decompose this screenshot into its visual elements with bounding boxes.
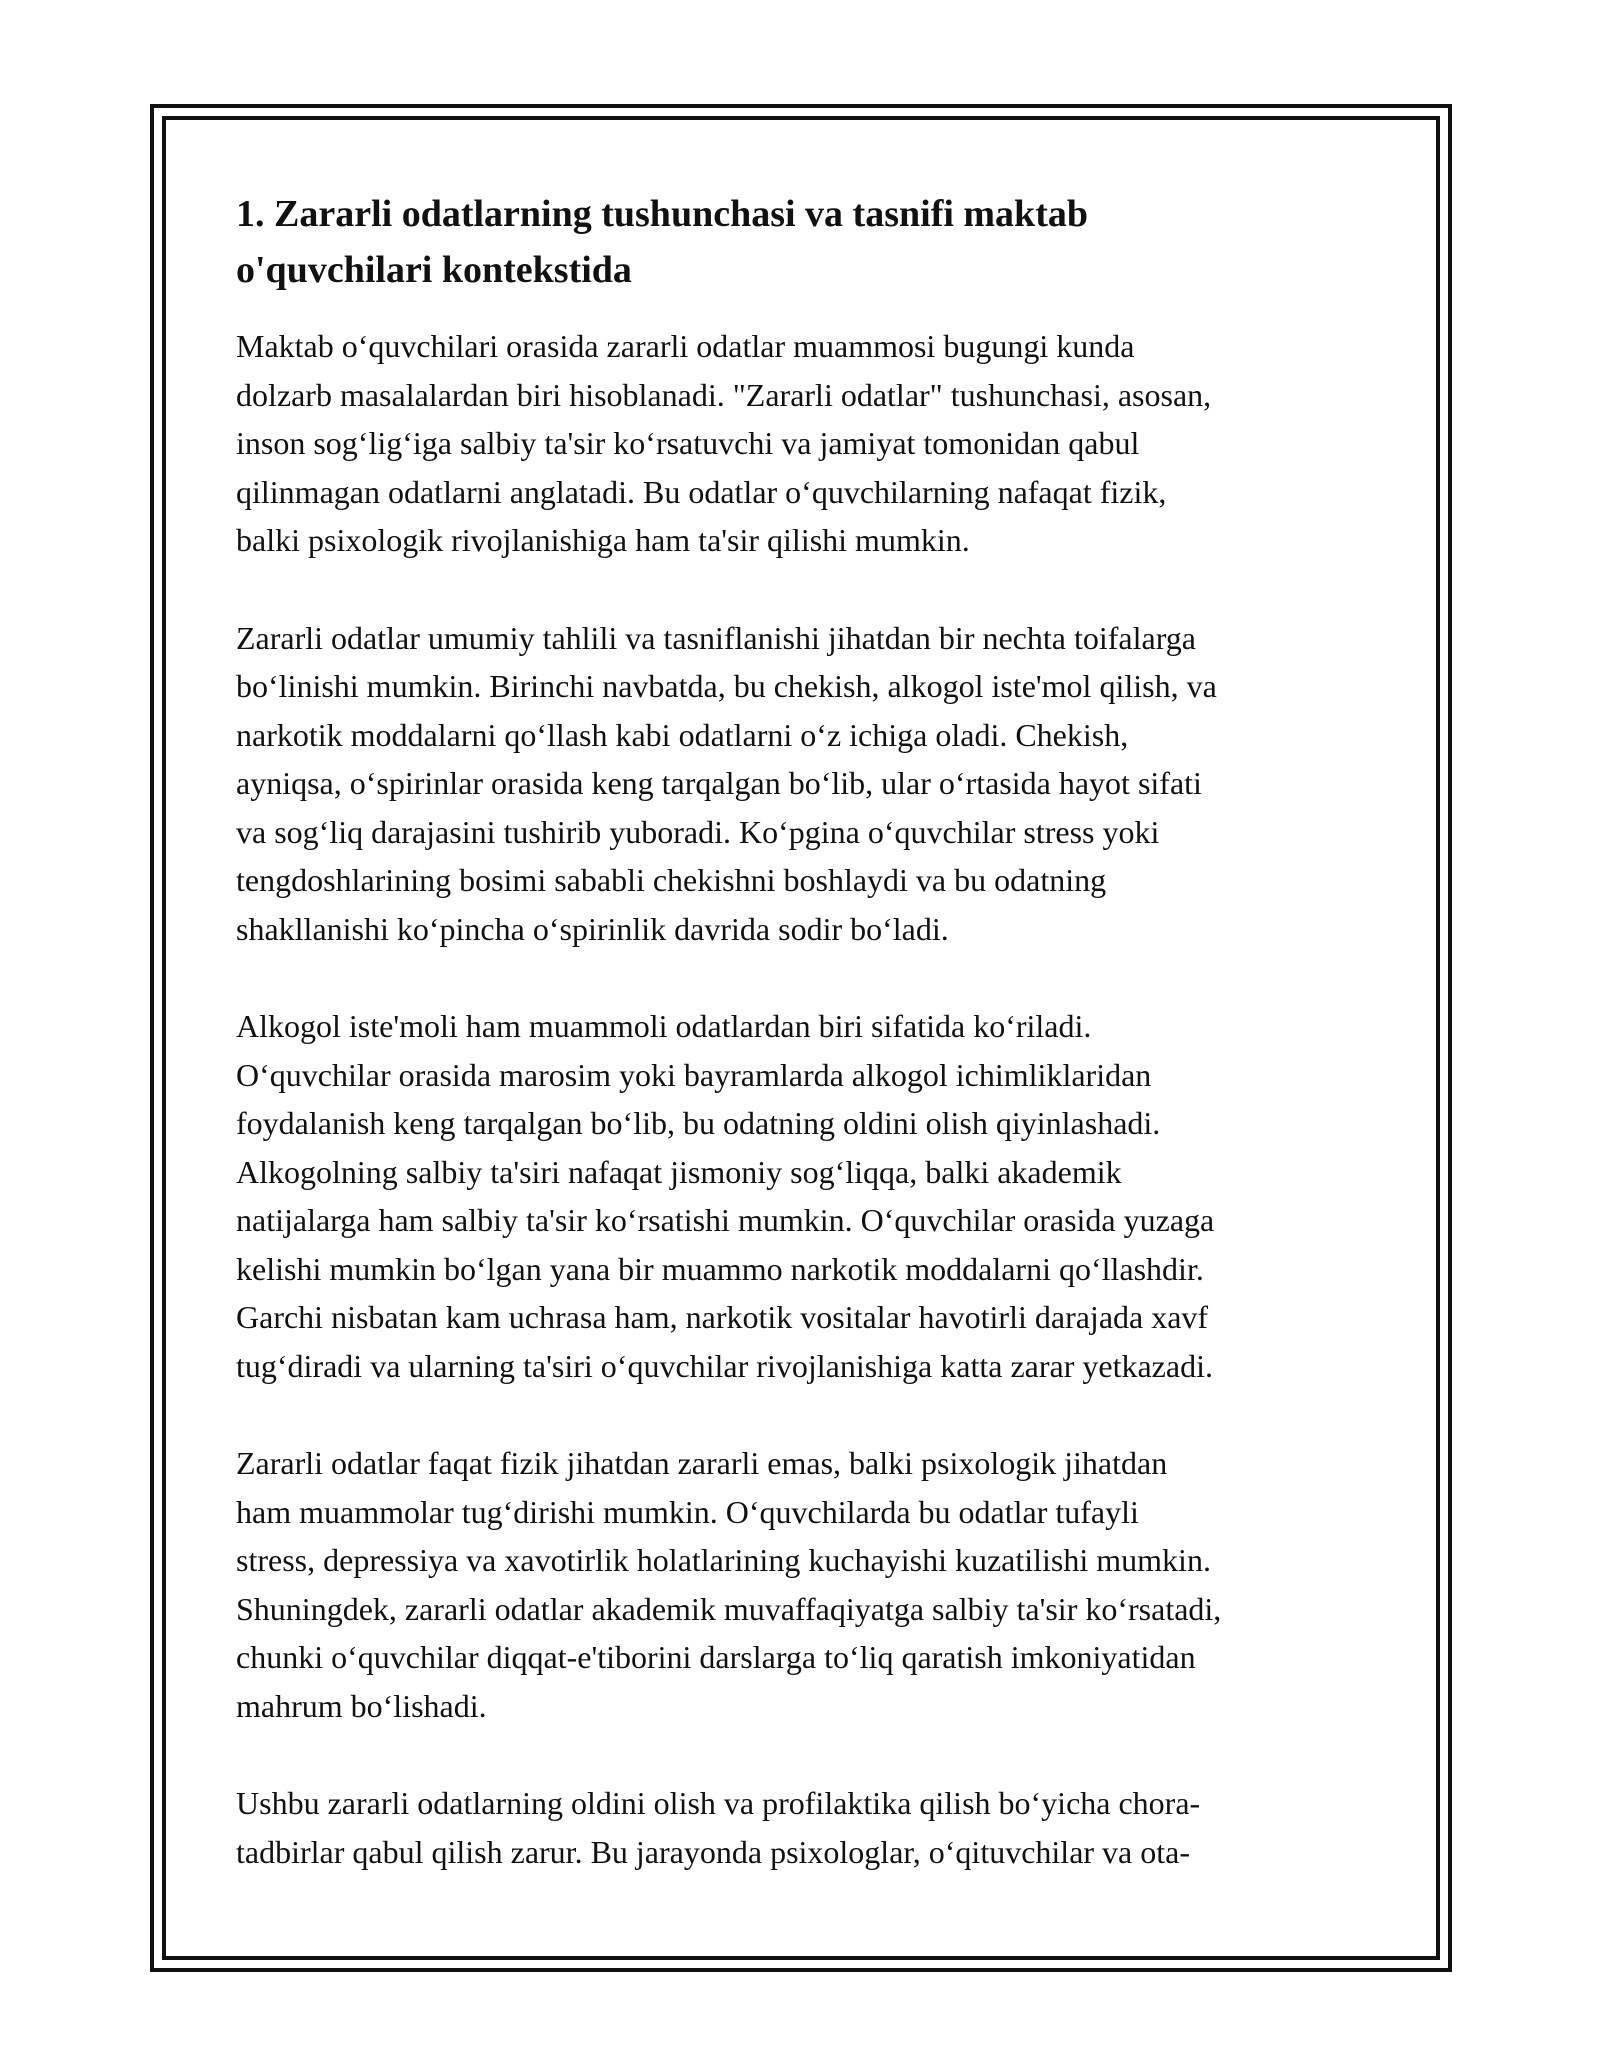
paragraph-5: Ushbu zararli odatlarning oldini olish va profilaktika qilish bo‘yicha chora- tadbirlar qabul qilish zarur. Bu jarayonda psixologlar, o‘qituvchilar va ota- [236,1785,1201,1870]
paragraph-3: Alkogol iste'moli ham muammoli odatlardan biri sifatida ko‘riladi. O‘quvchilar orasida marosim yoki bayramlarda alkogol ichimliklaridan foydalanish keng tarqalgan bo‘lib, bu odatning oldini olish qiyinlashadi. Alkogolning salbiy ta'siri nafaqat jismoniy sog‘liqqa, balki akademik natijalarga ham salbiy ta'sir ko‘rsatishi mumkin. O‘quvchilar orasida yuzaga kelishi mumkin bo‘lgan yana bir muammo narkotik moddalarni qo‘llashdir. Garchi nisbatan kam uchrasa ham, narkotik vositalar havotirli darajada xavf tug‘diradi va ularning ta'siri o‘quvchilar rivojlanishiga katta zarar yetkazadi. [236,1008,1215,1384]
document-body [236,186,1376,1925]
paragraph-1: Maktab o‘quvchilari orasida zararli odatlar muammosi bugungi kunda dolzarb masalalardan biri hisoblanadi. "Zararli odatlar" tushunchasi, asosan, inson sog‘lig‘iga salbiy ta'sir ko‘rsatuvchi va jamiyat tomonidan qabul qilinmagan odatlarni anglatadi. Bu odatlar o‘quvchilarning nafaqat fizik, balki psixologik rivojlanishiga ham ta'sir qilishi mumkin. [236,328,1212,558]
paragraph-2: Zararli odatlar umumiy tahlili va tasniflanishi jihatdan bir nechta toifalarga bo‘linishi mumkin. Birinchi navbatda, bu chekish, alkogol iste'mol qilish, va narkotik moddalarni qo‘llash kabi odatlarni o‘z ichiga oladi. Chekish, ayniqsa, o‘spirinlar orasida keng tarqalgan bo‘lib, ular o‘rtasida hayot sifati va sog‘liq darajasini tushirib yuboradi. Ko‘pgina o‘quvchilar stress yoki tengdoshlarining bosimi sababli chekishni boshlaydi va bu odatning shakllanishi ko‘pincha o‘spirinlik davrida sodir bo‘ladi. [236,619,1217,947]
paragraph-4: Zararli odatlar faqat fizik jihatdan zararli emas, balki psixologik jihatdan ham muammolar tug‘dirishi mumkin. O‘quvchilarda bu odatlar tufayli stress, depressiya va xavotirlik holatlarining kuchayishi kuzatilishi mumkin. Shuningdek, zararli odatlar akademik muvaffaqiyatga salbiy ta'sir ko‘rsatadi, chunki o‘quvchilar diqqat-e'tiborini darslarga to‘liq qaratish imkoniyatidan mahrum bo‘lishadi. [236,1445,1222,1724]
section-heading: 1. Zararli odatlarning tushunchasi va tasnifi maktab o'quvchilari kontekstida [236,193,1088,291]
